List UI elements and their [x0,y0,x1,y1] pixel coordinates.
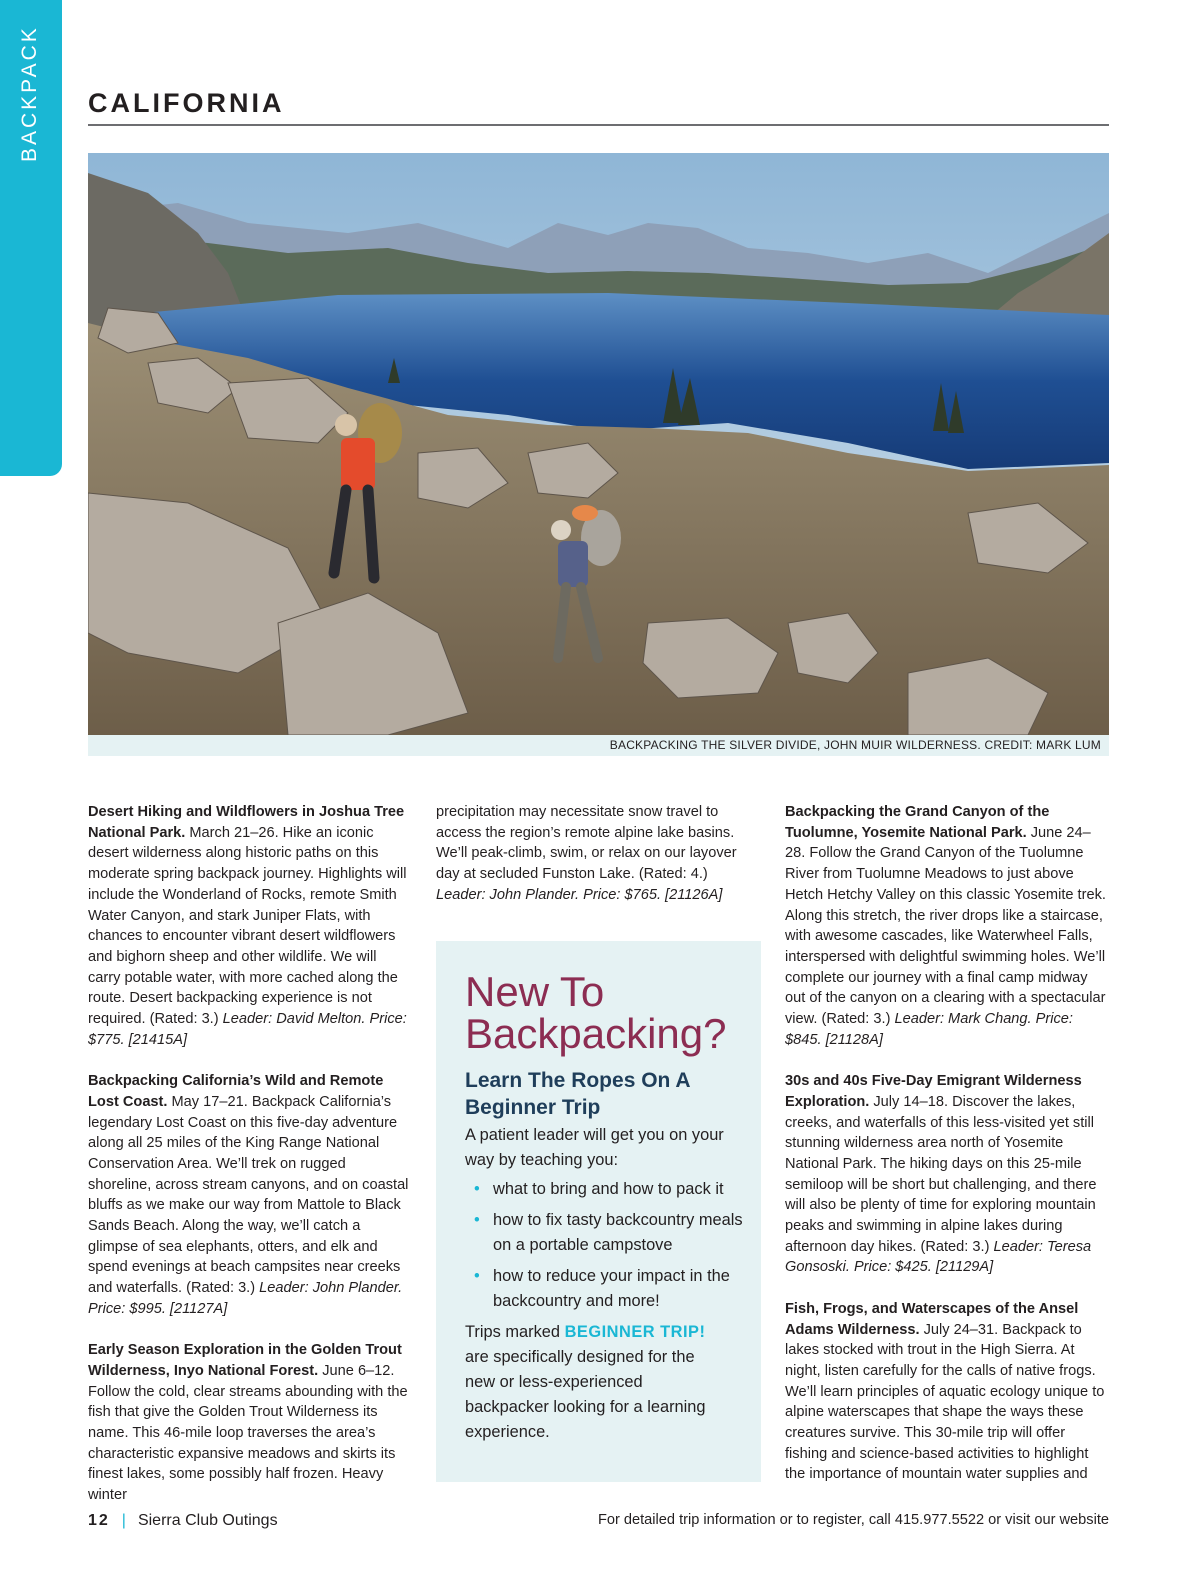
photo-caption-bar [88,735,1109,756]
hero-photo [88,153,1109,735]
page-footer-left [88,1512,278,1530]
list-item-text: what to bring and how to pack it [493,1180,724,1198]
bullet-icon: • [474,1267,480,1285]
text-column-3 [785,802,1109,1506]
trip-title: Desert Hiking and Wildflowers in Joshua Tree National Park. [88,804,405,841]
side-tab-label: BACKPACK [18,25,41,162]
hero-photo-illustration [88,153,1109,735]
photo-caption: BACKPACKING THE SILVER DIVIDE, JOHN MUIR WILDERNESS. CREDIT: MARK LUM [609,738,1101,752]
trip-description: May 17–21. Backpack California’s legendary Lost Coast on this five-day adventure along all 25 miles of the King Range National Conservation Area. We’ll trek on rugged shoreline, across stream canyons, and on coastal bluffs as we make our way from Mattole to Black Sands Beach. Along the way, we’ll catch a glimpse of sea elephants, otters, and elk and spend evenings at beach campsites near creeks and waterfalls. (Rated: 3.) [88,1093,409,1297]
callout-footer [465,1320,725,1445]
trip-listing [785,1071,1109,1278]
publication-name: Sierra Club Outings [137,1512,278,1529]
list-item [465,1177,755,1202]
trip-listing [785,1299,1109,1485]
callout-intro: A patient leader will get you on your way by teaching you: [465,1126,724,1169]
trip-listing [88,802,413,1050]
title-divider [88,124,1109,126]
trip-title: Backpacking California’s Wild and Remote Lost Coast. [88,1073,384,1110]
trip-title: Fish, Frogs, and Waterscapes of the Ansel Adams Wilderness. [785,1300,1079,1338]
list-item [465,1264,755,1314]
trip-leader-price: Leader: Teresa Gonsoski. Price: $425. [21129A] [785,1238,1092,1276]
trip-description: July 14–18. Discover the lakes, creeks, and waterfalls of this less-visited yet still stunning wilderness area north of Yosemite National Park. The hiking days on this 25-mile semiloop will be short but challenging, and there will also be plenty of time for exploring mountain peaks and swimming in alpine lakes during afternoon day hikes. (Rated: 3.) [785,1093,1097,1255]
callout-footer-text: Trips marked [465,1323,565,1341]
trip-leader-price: Leader: John Plander. Price: $995. [21127A] [88,1280,403,1317]
section-title: CALIFORNIA [88,88,285,118]
trip-listing [88,1340,413,1506]
text-column-1 [88,802,413,1527]
trip-description: June 6–12. Follow the cold, clear streams abounding with the fish that give the Golden Trout Wilderness its name. This 46-mile loop traverses the area’s characteristic expansive meadows and skirts its finest lakes, some possibly half frozen. Heavy winter [88,1362,408,1504]
callout-title: New To Backpacking? [465,968,727,1057]
list-item [465,1208,755,1258]
trip-title: Early Season Exploration in the Golden Trout Wilderness, Inyo National Forest. [88,1342,402,1379]
list-item-text: how to reduce your impact in the backcountry and more! [493,1267,730,1310]
bullet-icon: • [474,1180,480,1198]
trip-leader-price: Leader: John Plander. Price: $765. [21126A] [436,886,723,903]
callout-subtitle: Learn The Ropes On A Beginner Trip [465,1069,690,1119]
trip-description: June 24–28. Follow the Grand Canyon of the Tuolumne River from Tuolumne Meadows to just above Hetch Hetchy Valley on this classic Yosemite trek. Along this stretch, the river drops like a staircase, with awesome cascades, like Waterwheel Falls, interspersed with delightful swimming holes. We’ll complete our journey with a final camp midway out of the canyon on a clearing with a spectacular view. (Rated: 3.) [785,824,1106,1028]
trip-listing [88,1071,413,1319]
page-number: 12 [88,1512,110,1529]
trip-description: March 21–26. Hike an iconic desert wilderness along historic paths on this moderate spring backpack journey. Highlights will include the Wonderland of Rocks, remote Smith Water Canyon, and stark Juniper Flats, with chances to encounter vibrant desert wildflowers and bighorn sheep and other wildlife. We will carry potable water, with more cached along the route. Desert backpacking experience is not required. (Rated: 3.) [88,824,407,1028]
trip-leader-price: Leader: David Melton. Price: $775. [21415A] [88,1011,407,1048]
beginner-callout-box [436,941,761,1482]
page-footer-right: For detailed trip information or to register, call 415.977.5522 or visit our website [597,1512,1109,1528]
callout-footer-text: are specifically designed for the new or less-experienced backpacker looking for a learning experience. [465,1348,706,1441]
list-item-text: how to fix tasty backcountry meals on a portable campstove [493,1211,743,1254]
beginner-trip-label: BEGINNER TRIP! [564,1323,706,1341]
bullet-icon: • [474,1211,480,1229]
trip-listing-continued [436,802,761,906]
text-column-2 [436,802,761,926]
callout-list [465,1177,755,1320]
trip-description: July 24–31. Backpack to lakes stocked with trout in the High Sierra. At night, listen carefully for the calls of native frogs. We’ll learn principles of aquatic ecology unique to alpine waterscapes that shape the ways these creatures survive. This 30-mile trip will offer fishing and science-based activities to highlight the importance of mountain water supplies and [785,1321,1105,1483]
trip-leader-price: Leader: Mark Chang. Price: $845. [21128A] [785,1011,1073,1048]
trip-description: precipitation may necessitate snow travel to access the region’s remote alpine lake basins. We’ll peak-climb, swim, or relax on our layover day at secluded Funston Lake. (Rated: 4.) [436,804,737,883]
footer-separator: | [121,1512,126,1529]
side-tab [0,0,62,476]
trip-listing [785,802,1109,1050]
trip-title: 30s and 40s Five-Day Emigrant Wilderness Exploration. [785,1073,1082,1110]
trip-title: Backpacking the Grand Canyon of the Tuolumne, Yosemite National Park. [785,804,1050,841]
